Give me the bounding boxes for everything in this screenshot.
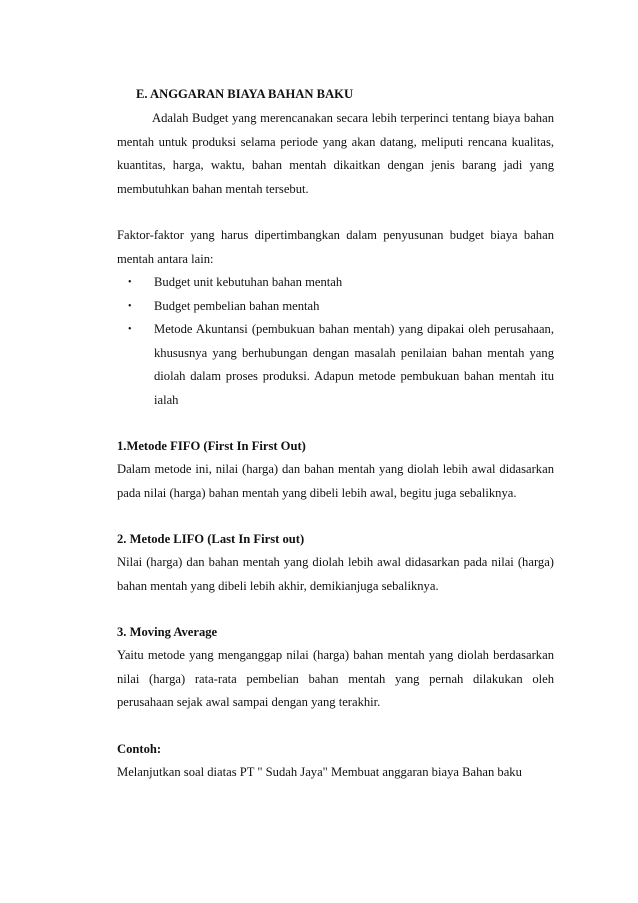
intro-paragraph: Adalah Budget yang merencanakan secara lebih terperinci tentang biaya bahan mentah untuk produksi selama periode yang akan datang, meliputi rencana kualitas, kuantitas, harga, waktu, bahan mentah dikaitkan dengan jenis barang jadi yang membutuhkan bahan mentah tersebut. (117, 111, 554, 196)
list-item: • Budget pembelian bahan mentah (117, 295, 554, 319)
method-moving-average-text: Yaitu metode yang menganggap nilai (harga) bahan mentah yang diolah berdasarkan nilai (harga) rata-rata pembelian bahan mentah yang pernah dilakukan oleh perusahaan sejak awal sampai dengan yang terakhir. (117, 648, 554, 709)
factors-paragraph: Faktor-faktor yang harus dipertimbangkan dalam penyusunan budget biaya bahan mentah antara lain: (117, 228, 554, 266)
example-text: Melanjutkan soal diatas PT " Sudah Jaya" Membuat anggaran biaya Bahan baku (117, 764, 522, 779)
bullet-icon: • (128, 324, 132, 335)
method-lifo-title: 2. Metode LIFO (Last In First out) (117, 532, 305, 546)
factors-list (117, 271, 554, 412)
document-content (117, 84, 554, 784)
section-heading: E. ANGGARAN BIAYA BAHAN BAKU (136, 87, 354, 101)
spacer (117, 505, 554, 528)
method-fifo-title: 1.Metode FIFO (First In First Out) (117, 439, 306, 453)
list-item: • Metode Akuntansi (pembukuan bahan mentah) yang dipakai oleh perusahaan, khususnya yang berhubungan dengan masalah penilaian bahan mentah yang diolah dalam proses produksi. Adapun metode pembukuan bahan mentah itu ialah (117, 318, 554, 412)
method-lifo-text: Nilai (harga) dan bahan mentah yang diolah lebih awal didasarkan pada nilai (harga) bahan mentah yang dibeli lebih akhir, demikianjuga sebaliknya. (117, 555, 554, 593)
list-item: • Budget unit kebutuhan bahan mentah (117, 271, 554, 295)
spacer (117, 201, 554, 224)
method-moving-average-title: 3. Moving Average (117, 625, 218, 639)
spacer (117, 598, 554, 621)
spacer (117, 715, 554, 738)
bullet-icon: • (128, 300, 132, 312)
method-fifo-text: Dalam metode ini, nilai (harga) dan bahan mentah yang diolah lebih awal didasarkan pada nilai (harga) bahan mentah yang dibeli lebih awal, begitu juga sebaliknya. (117, 462, 554, 500)
bullet-icon: • (128, 277, 132, 288)
spacer (117, 412, 554, 435)
example-title: Contoh: (117, 741, 162, 756)
